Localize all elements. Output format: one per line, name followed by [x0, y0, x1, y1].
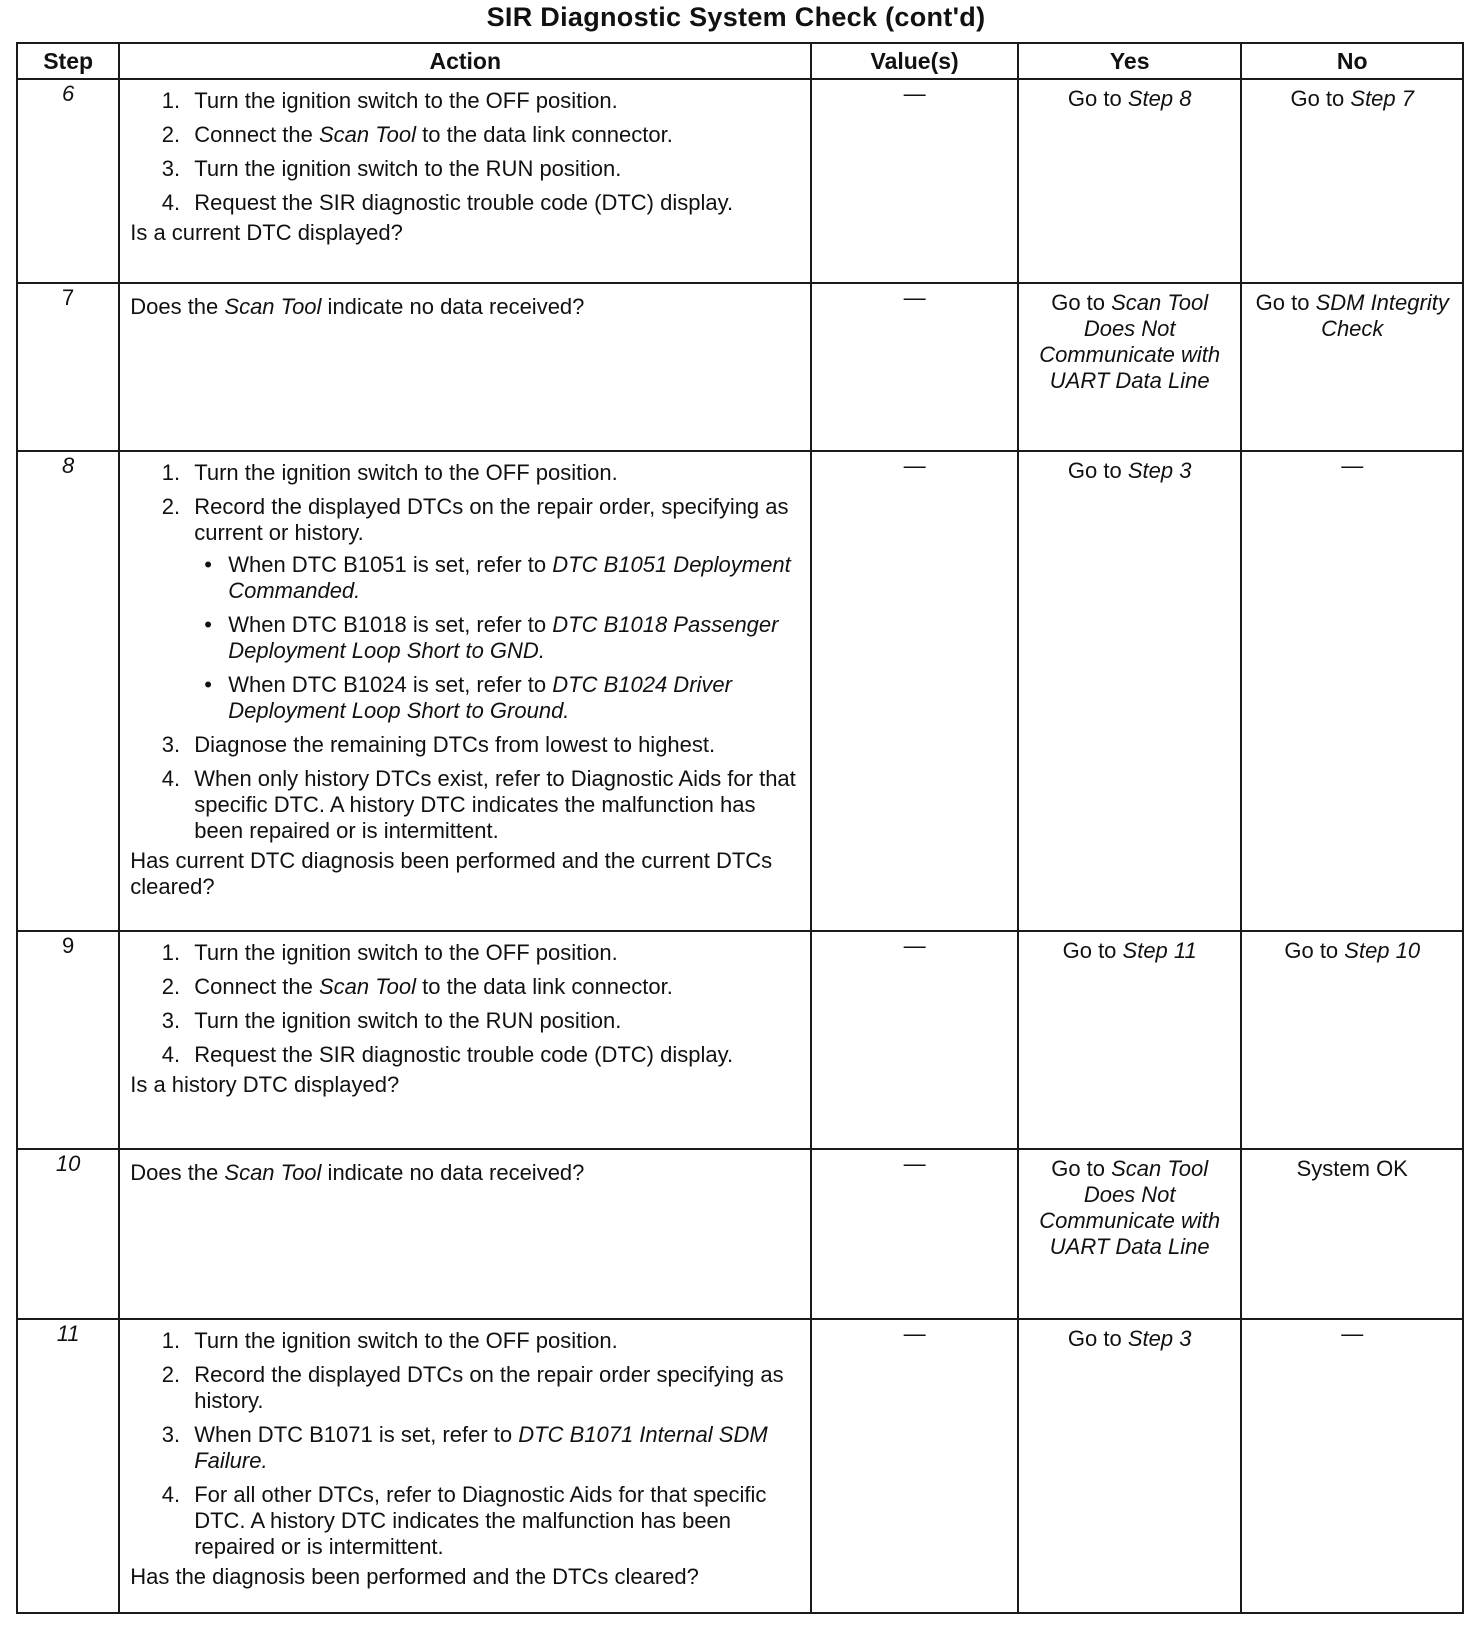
action-question: Does the Scan Tool indicate no data received?: [130, 1160, 585, 1185]
action-question: Is a current DTC displayed?: [130, 220, 403, 245]
yes-cell: [1018, 451, 1242, 931]
action-step: 4. For all other DTCs, refer to Diagnostic Aids for that specific DTC. A history DTC indicates the malfunction has been repaired or is intermittent.: [186, 1482, 800, 1560]
action-steps: [130, 460, 800, 846]
no-cell: [1241, 79, 1463, 283]
value-cell: —: [811, 931, 1018, 1149]
table-row: [17, 1149, 1463, 1319]
dtc-link[interactable]: DTC B1024 Driver Deployment Loop Short to Ground.: [228, 672, 732, 723]
action-step: 3. Turn the ignition switch to the RUN position.: [186, 156, 800, 182]
step-number: 11: [17, 1319, 119, 1613]
dtc-bullet: • When DTC B1018 is set, refer to DTC B1018 Passenger Deployment Loop Short to GND.: [228, 612, 800, 664]
table-row: [17, 79, 1463, 283]
yes-link[interactable]: Go to Scan Tool Does Not Communicate with UART Data Line: [1039, 1156, 1221, 1259]
page-title: SIR Diagnostic System Check (cont'd): [486, 2, 986, 32]
yes-cell: [1018, 283, 1242, 451]
yes-cell: [1018, 1319, 1242, 1613]
step-number: 6: [17, 79, 119, 283]
action-cell: [119, 1319, 811, 1613]
value-cell: —: [811, 79, 1018, 283]
action-step: 1. Turn the ignition switch to the OFF position.: [186, 460, 800, 486]
yes-cell: [1018, 1149, 1242, 1319]
no-cell: —: [1241, 1319, 1463, 1613]
action-question: Does the Scan Tool indicate no data received?: [130, 294, 585, 319]
action-step: 4. Request the SIR diagnostic trouble code (DTC) display.: [186, 1042, 800, 1068]
action-step: 2. Record the displayed DTCs on the repair order specifying as history.: [186, 1362, 800, 1414]
action-question: Has the diagnosis been performed and the DTCs cleared?: [130, 1564, 699, 1589]
dtc-bullet: • When DTC B1024 is set, refer to DTC B1024 Driver Deployment Loop Short to Ground.: [228, 672, 800, 724]
step-number: 9: [17, 931, 119, 1149]
action-step: 3. Diagnose the remaining DTCs from lowest to highest.: [186, 732, 800, 758]
action-step: 1. Turn the ignition switch to the OFF position.: [186, 940, 800, 966]
no-link[interactable]: Go to SDM Integrity Check: [1255, 290, 1449, 341]
yes-link[interactable]: Go to Step 11: [1062, 938, 1197, 963]
action-cell: [119, 79, 811, 283]
action-step: 1. Turn the ignition switch to the OFF position.: [186, 88, 800, 114]
yes-cell: [1018, 931, 1242, 1149]
yes-link[interactable]: Go to Scan Tool Does Not Communicate with UART Data Line: [1039, 290, 1221, 393]
value-cell: —: [811, 1149, 1018, 1319]
header-yes: Yes: [1018, 43, 1242, 79]
action-cell: [119, 931, 811, 1149]
yes-cell: [1018, 79, 1242, 283]
action-step: 1. Turn the ignition switch to the OFF position.: [186, 1328, 800, 1354]
step-number: 10: [17, 1149, 119, 1319]
no-result: System OK: [1296, 1156, 1408, 1181]
no-cell: [1241, 283, 1463, 451]
action-step: 3. Turn the ignition switch to the RUN position.: [186, 1008, 800, 1034]
no-link[interactable]: Go to Step 10: [1284, 938, 1421, 963]
no-cell: —: [1241, 451, 1463, 931]
step-number: 7: [17, 283, 119, 451]
action-step: 2. Record the displayed DTCs on the repair order, specifying as current or history. • When DTC B1051 is set, refer to DTC B1051 Deployment Commanded. • When DTC B1018 is set, refer to DTC B1018 Passenger Deployment Loop Short to GND. • When DTC B1024 is set, refer to DTC B1024 Driver Deployment Loop Short to Ground.: [186, 494, 800, 724]
action-cell: [119, 283, 811, 451]
value-cell: —: [811, 283, 1018, 451]
action-cell: [119, 451, 811, 931]
table-header-row: [17, 43, 1463, 79]
header-values: Value(s): [811, 43, 1018, 79]
value-cell: —: [811, 1319, 1018, 1613]
table-row: [17, 1319, 1463, 1613]
dtc-link[interactable]: DTC B1051 Deployment Commanded.: [228, 552, 791, 603]
step-number: 8: [17, 451, 119, 931]
action-step: 2. Connect the Scan Tool to the data link connector.: [186, 122, 800, 148]
action-step: 4. When only history DTCs exist, refer to Diagnostic Aids for that specific DTC. A history DTC indicates the malfunction has been repaired or is intermittent.: [186, 766, 800, 844]
diagnostic-table: [16, 42, 1464, 1614]
action-steps: [130, 1328, 800, 1562]
action-step: 2. Connect the Scan Tool to the data link connector.: [186, 974, 800, 1000]
action-cell: [119, 1149, 811, 1319]
table-row: [17, 931, 1463, 1149]
yes-link[interactable]: Go to Step 3: [1067, 1326, 1192, 1351]
action-step: 3. When DTC B1071 is set, refer to DTC B1071 Internal SDM Failure.: [186, 1422, 800, 1474]
header-action: Action: [119, 43, 811, 79]
action-step: 4. Request the SIR diagnostic trouble code (DTC) display.: [186, 190, 800, 216]
yes-link[interactable]: Go to Step 3: [1067, 458, 1192, 483]
no-link[interactable]: Go to Step 7: [1290, 86, 1414, 111]
table-row: [17, 451, 1463, 931]
dtc-bullet: • When DTC B1051 is set, refer to DTC B1051 Deployment Commanded.: [228, 552, 800, 604]
action-steps: [130, 940, 800, 1070]
dtc-bullets: [194, 552, 800, 724]
dtc-link[interactable]: DTC B1071 Internal SDM Failure.: [194, 1422, 768, 1473]
dtc-link[interactable]: DTC B1018 Passenger Deployment Loop Short to GND.: [228, 612, 779, 663]
value-cell: —: [811, 451, 1018, 931]
action-question: Is a history DTC displayed?: [130, 1072, 400, 1097]
no-cell: [1241, 931, 1463, 1149]
yes-link[interactable]: Go to Step 8: [1067, 86, 1192, 111]
header-step: Step: [17, 43, 119, 79]
table-row: [17, 283, 1463, 451]
no-cell: [1241, 1149, 1463, 1319]
action-steps: [130, 88, 800, 218]
action-question: Has current DTC diagnosis been performed and the current DTCs cleared?: [130, 848, 773, 899]
header-no: No: [1241, 43, 1463, 79]
